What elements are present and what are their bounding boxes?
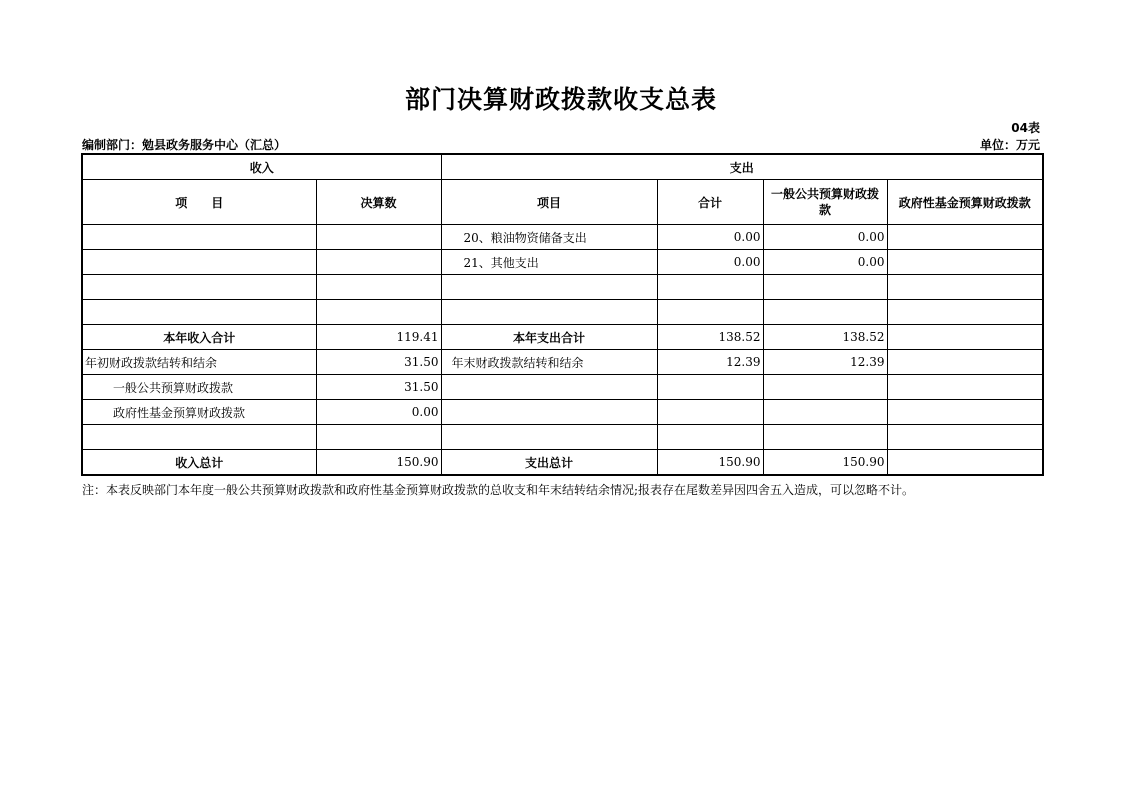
annual-expense-total-value: 138.52 xyxy=(657,325,763,350)
income-amount-cell xyxy=(316,300,441,325)
gov-fund-cell xyxy=(887,250,1043,275)
opening-carryover-label: 年初财政拨款结转和结余 xyxy=(82,350,316,375)
closing-carryover-total: 12.39 xyxy=(657,350,763,375)
table-row xyxy=(82,275,1043,300)
gov-fund-cell xyxy=(887,275,1043,300)
grand-income-total-label: 收入总计 xyxy=(82,450,316,476)
income-item-header: 项 目 xyxy=(82,180,316,225)
table-row xyxy=(82,250,1043,275)
expense-total-cell: 0.00 xyxy=(657,250,763,275)
closing-carryover-label: 年末财政拨款结转和结余 xyxy=(441,350,657,375)
general-budget-cell xyxy=(763,300,887,325)
header-row-sub xyxy=(82,180,1043,225)
table-row xyxy=(82,375,1043,400)
gov-fund-cell xyxy=(887,225,1043,250)
grand-total-row xyxy=(82,450,1043,476)
expense-item-cell: 21、其他支出 xyxy=(441,250,657,275)
expense-item-cell xyxy=(441,425,657,450)
expense-item-cell: 20、粮油物资储备支出 xyxy=(441,225,657,250)
table-row xyxy=(82,300,1043,325)
annual-gov-fund-value xyxy=(887,325,1043,350)
closing-carryover-fund xyxy=(887,350,1043,375)
gov-fund-header: 政府性基金预算财政拨款 xyxy=(887,180,1043,225)
grand-general-budget-value: 150.90 xyxy=(763,450,887,476)
gov-fund-cell xyxy=(887,425,1043,450)
general-budget-cell xyxy=(763,400,887,425)
grand-gov-fund-value xyxy=(887,450,1043,476)
general-budget-cell xyxy=(763,375,887,400)
grand-expense-total-label: 支出总计 xyxy=(441,450,657,476)
expense-item-header: 项目 xyxy=(441,180,657,225)
table-row xyxy=(82,400,1043,425)
annual-expense-total-label: 本年支出合计 xyxy=(441,325,657,350)
income-item-cell xyxy=(82,250,316,275)
general-budget-header: 一般公共预算财政拨款 xyxy=(763,180,887,225)
table-row xyxy=(82,425,1043,450)
table-number: 04表 xyxy=(1011,121,1040,135)
income-item-cell xyxy=(82,300,316,325)
expense-item-cell xyxy=(441,375,657,400)
general-budget-cell: 0.00 xyxy=(763,250,887,275)
expense-total-cell xyxy=(657,300,763,325)
closing-carryover-general: 12.39 xyxy=(763,350,887,375)
income-amount-cell xyxy=(316,225,441,250)
expense-total-cell: 0.00 xyxy=(657,225,763,250)
expense-total-cell xyxy=(657,275,763,300)
gov-fund-carryover-value: 0.00 xyxy=(316,400,441,425)
report-title: 部门决算财政拨款收支总表 xyxy=(404,85,717,114)
annual-total-row xyxy=(82,325,1043,350)
gov-fund-cell xyxy=(887,375,1043,400)
income-header: 收入 xyxy=(82,154,441,180)
department-label: 编制部门：勉县政务服务中心（汇总） xyxy=(82,138,287,152)
annual-income-total-label: 本年收入合计 xyxy=(82,325,316,350)
header-row-top xyxy=(82,154,1043,180)
expense-header: 支出 xyxy=(441,154,1043,180)
income-amount-cell xyxy=(316,275,441,300)
expense-item-cell xyxy=(441,275,657,300)
table-row xyxy=(82,225,1043,250)
income-item-cell xyxy=(82,425,316,450)
fiscal-summary-table xyxy=(81,153,1044,476)
income-amount-cell xyxy=(316,425,441,450)
expense-total-cell xyxy=(657,400,763,425)
general-budget-carryover-value: 31.50 xyxy=(316,375,441,400)
carryover-row xyxy=(82,350,1043,375)
unit-label: 单位：万元 xyxy=(979,138,1040,152)
grand-expense-total-value: 150.90 xyxy=(657,450,763,476)
general-budget-cell: 0.00 xyxy=(763,225,887,250)
expense-total-cell xyxy=(657,375,763,400)
opening-carryover-value: 31.50 xyxy=(316,350,441,375)
income-amount-cell xyxy=(316,250,441,275)
general-budget-cell xyxy=(763,275,887,300)
general-budget-carryover-label: 一般公共预算财政拨款 xyxy=(82,375,316,400)
expense-total-header: 合计 xyxy=(657,180,763,225)
gov-fund-cell xyxy=(887,300,1043,325)
general-budget-cell xyxy=(763,425,887,450)
income-item-cell xyxy=(82,225,316,250)
annual-income-total-value: 119.41 xyxy=(316,325,441,350)
income-item-cell xyxy=(82,275,316,300)
annual-general-budget-value: 138.52 xyxy=(763,325,887,350)
footnote: 注：本表反映部门本年度一般公共预算财政拨款和政府性基金预算财政拨款的总收支和年末结转结余情况;报表存在尾数差异因四舍五入造成，可以忽略不计。 xyxy=(82,483,915,497)
expense-item-cell xyxy=(441,400,657,425)
grand-income-total-value: 150.90 xyxy=(316,450,441,476)
income-amount-header: 决算数 xyxy=(316,180,441,225)
gov-fund-carryover-label: 政府性基金预算财政拨款 xyxy=(82,400,316,425)
expense-total-cell xyxy=(657,425,763,450)
gov-fund-cell xyxy=(887,400,1043,425)
expense-item-cell xyxy=(441,300,657,325)
